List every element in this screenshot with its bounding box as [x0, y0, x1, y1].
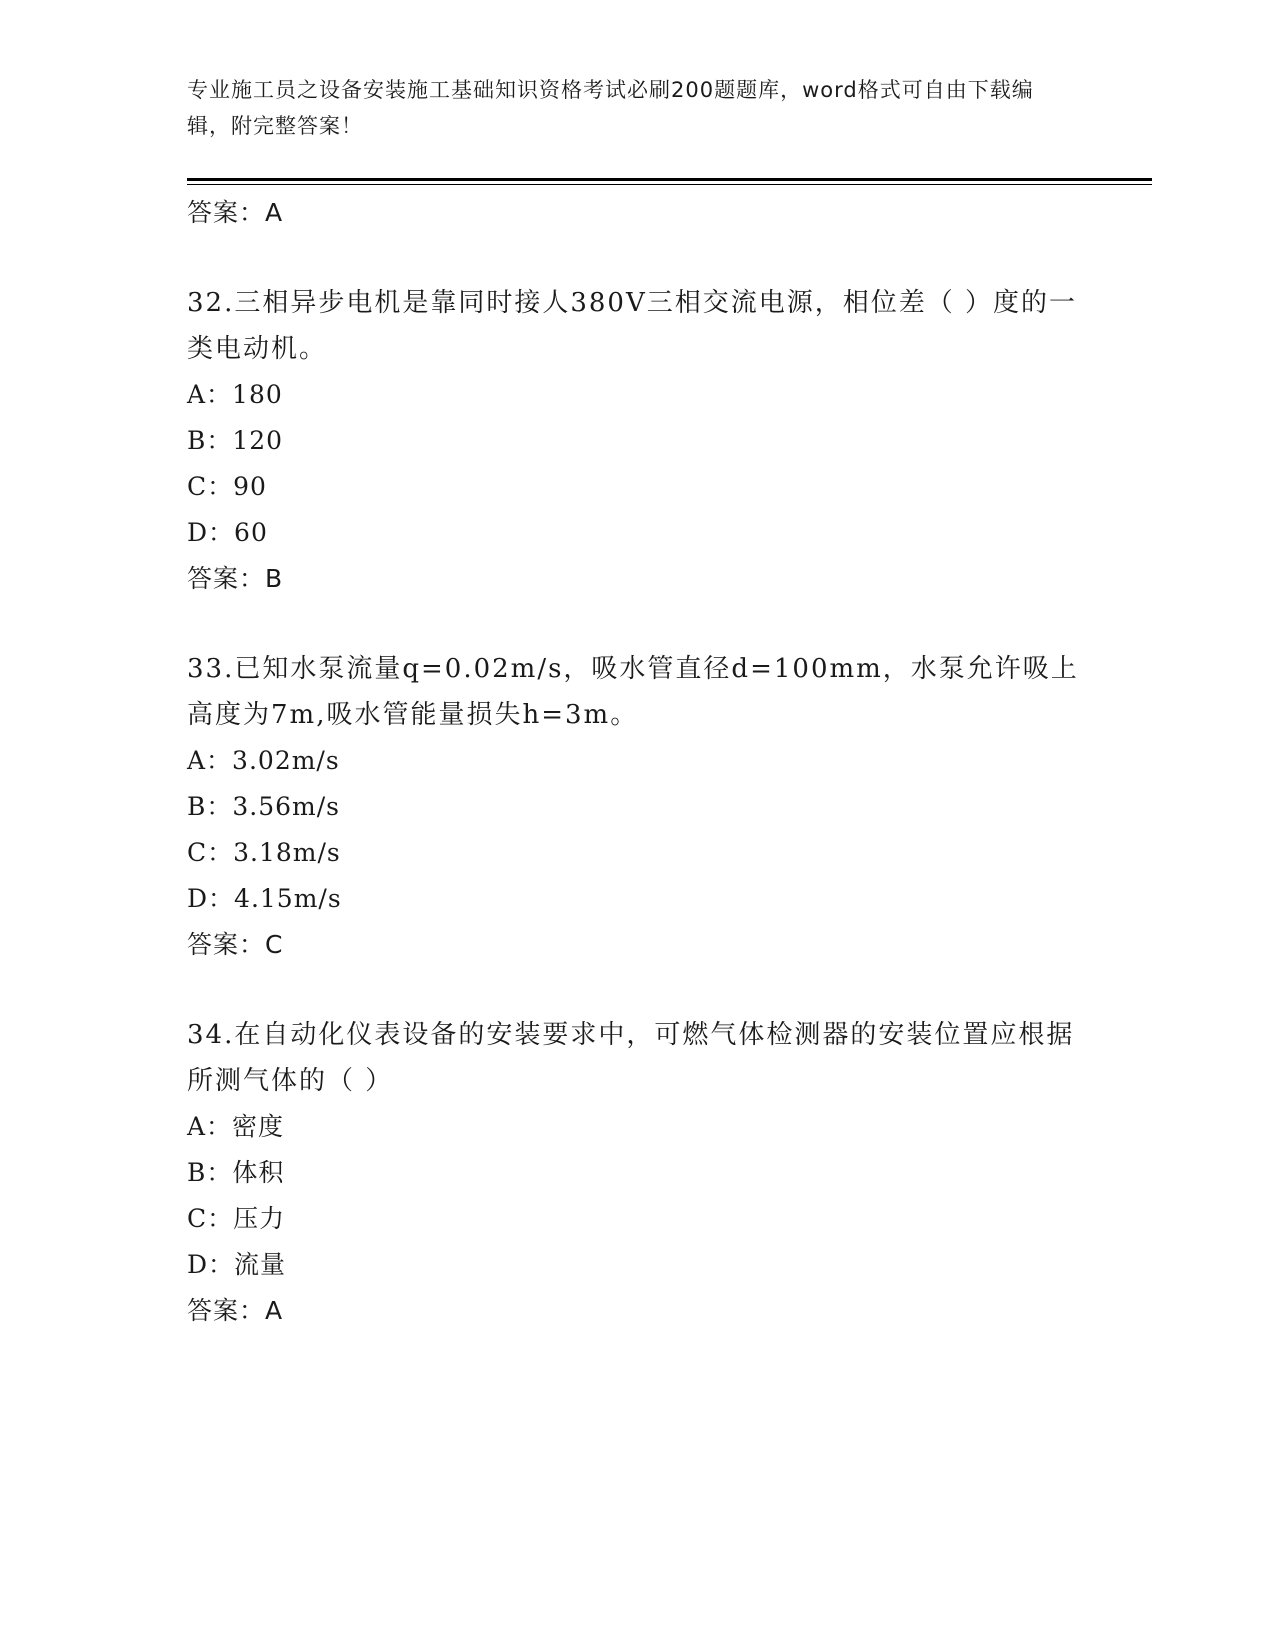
answer-line: 答案：A [187, 1296, 284, 1325]
option-a: A：密度 [187, 1112, 285, 1141]
option-c: C：3.18m/s [187, 838, 341, 867]
option-d: D：流量 [187, 1250, 287, 1279]
answer-line: 答案：B [187, 564, 284, 593]
option-b: B：体积 [187, 1158, 285, 1187]
option-b: B：120 [187, 426, 284, 455]
option-a: A：3.02m/s [187, 746, 340, 775]
question-stem: 32.三相异步电机是靠同时接人380V三相交流电源，相位差（ ）度的一类电动机。 [187, 288, 1078, 364]
option-c: C：压力 [187, 1204, 286, 1233]
question-34 [187, 1012, 1087, 1334]
question-stem: 33.已知水泵流量q=0.02m/s，吸水管直径d=100mm，水泵允许吸上高度为7m,吸水管能量损失h=3m。 [187, 654, 1079, 730]
option-b: B：3.56m/s [187, 792, 340, 821]
option-a: A：180 [187, 380, 283, 409]
question-33 [187, 646, 1087, 968]
header-rule-thick [187, 178, 1152, 181]
previous-answer: 答案：A [187, 198, 284, 227]
question-list [187, 186, 1087, 1334]
option-c: C：90 [187, 472, 267, 501]
header-rule-thin [187, 184, 1152, 185]
answer-line: 答案：C [187, 930, 284, 959]
document-header: 专业施工员之设备安装施工基础知识资格考试必刷200题题库，word格式可自由下载编辑，附完整答案！ [187, 78, 1034, 138]
question-32 [187, 280, 1087, 602]
option-d: D：4.15m/s [187, 884, 342, 913]
option-d: D：60 [187, 518, 268, 547]
question-stem: 34.在自动化仪表设备的安装要求中，可燃气体检测器的安装位置应根据所测气体的（ ） [187, 1020, 1075, 1096]
